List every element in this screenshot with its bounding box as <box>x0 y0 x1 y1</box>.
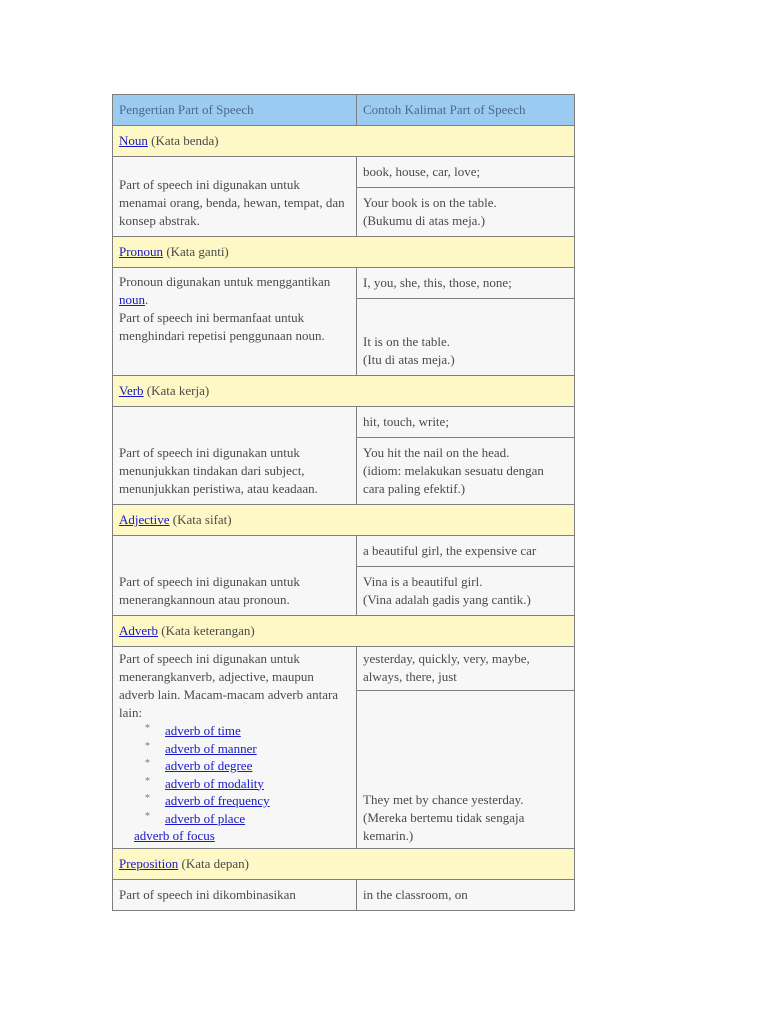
preposition-title-rest: (Kata depan) <box>178 855 249 871</box>
asterisk-bullet-icon: * <box>145 758 150 769</box>
verb-definition: Part of speech ini digunakan untuk menunjukkan tindakan dari subject, menunjukkan peristiwa, atau keadaan. <box>113 407 357 505</box>
section-title-verb <box>113 376 575 407</box>
section-row-noun <box>113 126 575 157</box>
pronoun-def-part1: Pronoun digunakan untuk menggantikan <box>119 274 331 289</box>
adverb-example-2: (Mereka bertemu tidak sengaja kemarin.) <box>363 809 525 843</box>
adjective-definition: Part of speech ini digunakan untuk menerangkannoun atau pronoun. <box>113 536 357 616</box>
section-title-preposition <box>113 848 575 879</box>
part-of-speech-table <box>112 94 575 911</box>
asterisk-bullet-icon: * <box>145 793 150 804</box>
adverb-words: yesterday, quickly, very, maybe, always, there, just <box>357 647 575 691</box>
adjective-example-1: Vina is a beautiful girl. <box>363 574 483 589</box>
asterisk-bullet-icon: * <box>145 723 150 734</box>
noun-example <box>357 188 575 237</box>
table-header-row <box>113 95 575 126</box>
verb-example-2: (idiom: melakukan sesuatu dengan cara paling efektif.) <box>363 463 544 496</box>
header-example: Contoh Kalimat Part of Speech <box>357 95 575 126</box>
adverb-of-modality-link[interactable]: adverb of modality <box>165 775 264 791</box>
pronoun-def-part2: . <box>145 292 149 307</box>
table-row <box>113 407 575 438</box>
noun-words: book, house, car, love; <box>357 157 575 188</box>
adverb-of-manner-link[interactable]: adverb of manner <box>165 740 257 756</box>
adverb-example-1: They met by chance yesterday. <box>363 791 524 807</box>
adverb-definition: Part of speech ini digunakan untuk menerangkanverb, adjective, maupun adverb lain. Macam-macam adverb antara lain: <box>119 651 339 720</box>
section-title-noun <box>113 126 575 157</box>
adverb-of-focus-link[interactable]: adverb of focus <box>134 828 215 843</box>
noun-example-2: (Bukumu di atas meja.) <box>363 213 486 228</box>
preposition-link[interactable]: Preposition <box>119 855 179 871</box>
adverb-example <box>357 691 575 848</box>
adverb-definition-cell <box>113 647 357 849</box>
verb-example-1: You hit the nail on the head. <box>363 445 510 460</box>
adverb-focus-item <box>119 827 350 845</box>
adverb-link[interactable]: Adverb <box>119 623 158 638</box>
noun-link[interactable]: Noun <box>119 133 148 148</box>
adjective-link[interactable]: Adjective <box>119 512 170 527</box>
pronoun-example-2: (Itu di atas meja.) <box>363 352 455 367</box>
adverb-title-rest: (Kata keterangan) <box>158 623 255 638</box>
adjective-words: a beautiful girl, the expensive car <box>357 536 575 567</box>
verb-title-rest: (Kata kerja) <box>143 383 210 398</box>
verb-words: hit, touch, write; <box>357 407 575 438</box>
pronoun-example <box>357 299 575 376</box>
list-item <box>119 775 350 793</box>
section-row-verb <box>113 376 575 407</box>
noun-definition: Part of speech ini digunakan untuk menamai orang, benda, hewan, tempat, dan konsep abstrak. <box>113 157 357 237</box>
header-definition: Pengertian Part of Speech <box>113 95 357 126</box>
adverb-of-time-link[interactable]: adverb of time <box>165 723 241 738</box>
table-row <box>113 268 575 299</box>
section-row-pronoun <box>113 237 575 268</box>
preposition-definition: Part of speech ini dikombinasikan <box>113 879 357 910</box>
list-item <box>119 757 350 775</box>
asterisk-bullet-icon: * <box>145 810 150 822</box>
list-item <box>119 792 350 810</box>
table-row <box>113 157 575 188</box>
adjective-example <box>357 567 575 616</box>
list-item <box>119 740 350 758</box>
noun-example-1: Your book is on the table. <box>363 195 497 210</box>
adjective-title-rest: (Kata sifat) <box>169 512 232 527</box>
preposition-words: in the classroom, on <box>357 879 575 910</box>
adverb-types-list <box>119 722 350 827</box>
adjective-example-2: (Vina adalah gadis yang cantik.) <box>363 592 531 607</box>
table-row <box>113 536 575 567</box>
verb-link[interactable]: Verb <box>119 383 144 398</box>
section-title-pronoun <box>113 237 575 268</box>
noun-title-rest: (Kata benda) <box>147 133 219 148</box>
pronoun-example-1: It is on the table. <box>363 334 451 349</box>
table-row <box>113 647 575 691</box>
pronoun-words: I, you, she, this, those, none; <box>357 268 575 299</box>
section-row-adjective <box>113 505 575 536</box>
pronoun-link[interactable]: Pronoun <box>119 244 164 259</box>
list-item <box>119 810 350 828</box>
asterisk-bullet-icon: * <box>145 775 150 787</box>
list-item <box>119 722 350 740</box>
section-title-adjective <box>113 505 575 536</box>
pronoun-definition <box>113 268 357 376</box>
table-row <box>113 879 575 910</box>
verb-example <box>357 438 575 505</box>
pronoun-title-rest: (Kata ganti) <box>163 244 229 259</box>
adverb-of-frequency-link[interactable]: adverb of frequency <box>165 793 270 808</box>
pronoun-noun-link[interactable]: noun <box>119 292 145 307</box>
pronoun-def-part3: Part of speech ini bermanfaat untuk menghindari repetisi penggunaan noun. <box>119 310 325 343</box>
section-row-adverb <box>113 616 575 647</box>
adverb-of-place-link[interactable]: adverb of place <box>165 810 246 826</box>
adverb-of-degree-link[interactable]: adverb of degree <box>165 758 253 773</box>
section-title-adverb <box>113 616 575 647</box>
asterisk-bullet-icon: * <box>145 740 150 752</box>
section-row-preposition <box>113 848 575 879</box>
